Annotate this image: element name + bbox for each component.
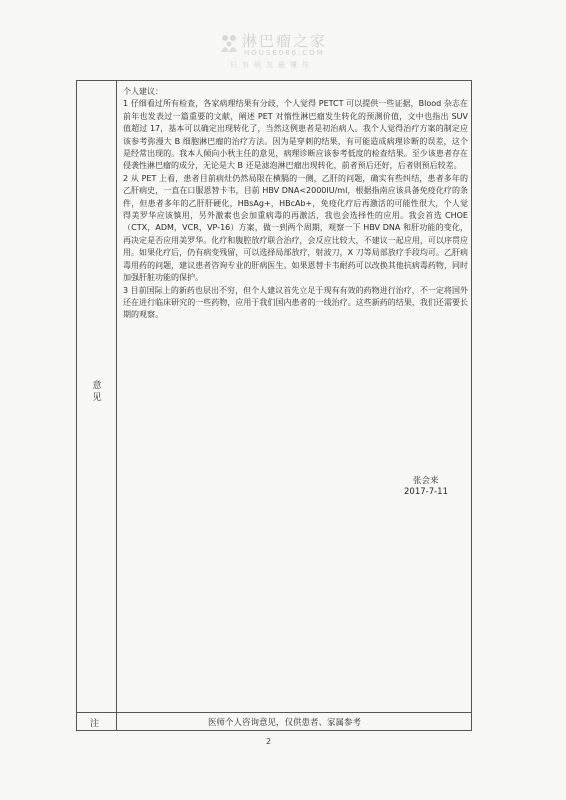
opinion-heading: 个人建议： (123, 87, 163, 96)
table-column-divider (116, 80, 117, 731)
note-text: 医师个人咨询意见，仅供患者、家属参考 (208, 718, 362, 728)
row-label-opinion: 意见 (92, 381, 102, 403)
signature-name: 张会来 (413, 476, 439, 486)
row-label-note: 注 (90, 719, 100, 729)
signature-date: 2017-7-11 (404, 487, 448, 497)
opinion-paragraph-3: 3 目前国际上的新药也层出不穷，但个人建议首先立足于现有有效的药物进行治疗，不一定将国外还在进行临床研究的一些药物，应用于我们国内患者的一线治疗。这些新药的结果，我们还需要长期的观察。 (123, 285, 468, 320)
opinion-content (123, 86, 468, 322)
watermark-title: 淋巴瘤之家 (242, 32, 328, 50)
watermark-slogan: 只有病友最懂你 (230, 61, 314, 69)
watermark-logo (218, 28, 358, 72)
family-icon (218, 32, 240, 54)
page-number: 2 (266, 737, 272, 746)
watermark-url: HOUSE086.COM (244, 49, 325, 57)
table-row-divider (76, 712, 472, 713)
opinion-paragraph-1: 1 仔细看过所有检查，各家病理结果有分歧，个人觉得 PETCT 可以提供一些证据，Blood 杂志在前年也发表过一篇重要的文献，阐述 PET 对惰性淋巴瘤发生转化的预测价值，文中也指出 SUV 值超过 17，基本可以确定出现转化了，当然这例患者是初治病人。我个人觉得治疗方案的制定应该参考弥漫大 B 细胞淋巴瘤的治疗方法。因为是穿刺的结果，有可能造成病理诊断的误差，这个是经常出现的。我本人倾向小秋主任的意见，病理诊断应该参考低度的检查结果。至少该患者存在侵袭性淋巴瘤的成分，无论是大 B 还是滤泡淋巴瘤出现转化，前者预后还好，后者则预后较差。 (123, 99, 468, 171)
opinion-paragraph-2: 2 从 PET 上看，患者目前病灶仍然局限在横膈的一侧，乙肝的问题，确实有些纠结，患者多年的乙肝病史，一直在口服恩替卡韦，目前 HBV DNA<2000IU/ml，根据指南应该具备免疫化疗的条件，但患者多年的乙肝肝硬化，HBsAg+，HBcAb+，免疫化疗后再激活的可能性很大，个人觉得美罗华应该慎用，另外激素也会加重病毒的再激活，我也会选择性的应用。我会首选 CHOE（CTX，ADM，VCR，VP-16）方案，做一到两个周期，观察一下 HBV DNA 和肝功能的变化，再决定是否应用美罗华。化疗和腹腔放疗联合治疗，会反应比较大，不建议一起应用，可以序贯应用。如果化疗后，仍有病变残留，可以选择局部放疗，射波刀，X 刀等局部放疗手段均可。乙肝病毒用药的问题，建议患者咨询专业的肝病医生。如果恩替卡韦耐药可以改换其他抗病毒药物，同时加强肝脏功能的保护。 (123, 173, 468, 283)
